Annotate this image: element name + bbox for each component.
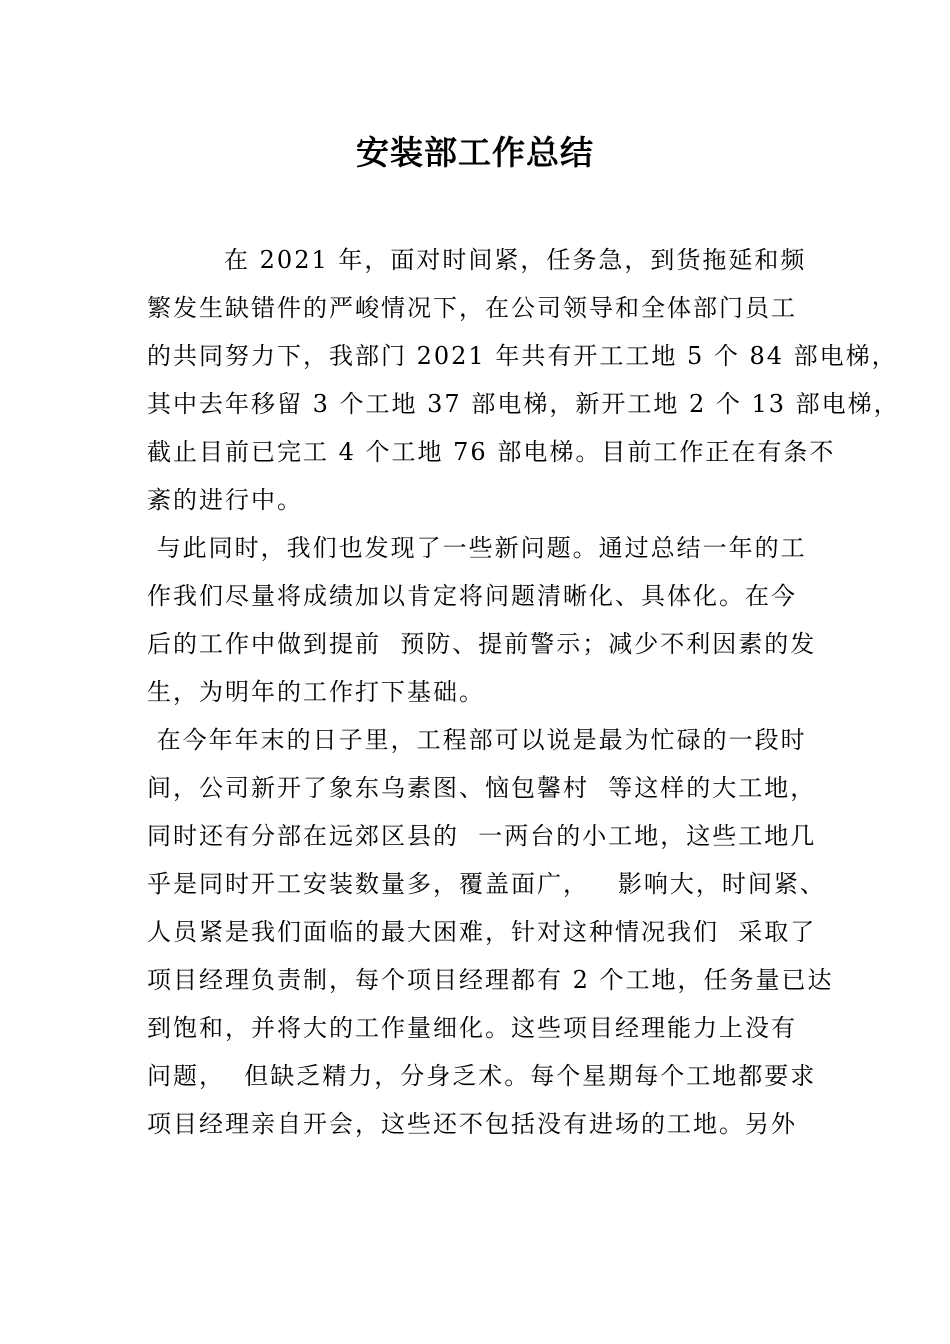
body-line: 生，为明年的工作打下基础。 [147,678,485,706]
body-line: 间，公司新开了象东乌素图、恼包馨村 等这样的大工地， [147,774,817,802]
document-body [147,236,900,1148]
body-line: 在 2021 年，面对时间紧，任务急，到货拖延和频 [147,246,807,274]
body-line: 作我们尽量将成绩加以肯定将问题清晰化、具体化。在今 [147,582,797,610]
body-line: 同时还有分部在远郊区县的 一两台的小工地，这些工地几 [147,822,817,850]
body-line: 人员紧是我们面临的最大困难，针对这种情况我们 采取了 [147,918,817,946]
body-line: 项目经理亲自开会，这些还不包括没有进场的工地。另外 [147,1110,797,1138]
body-line: 到饱和，并将大的工作量细化。这些项目经理能力上没有 [147,1014,797,1042]
document-title: 安装部工作总结 [356,133,594,172]
body-line: 项目经理负责制，每个项目经理都有 2 个工地，任务量已达 [147,966,834,994]
body-line: 乎是同时开工安装数量多，覆盖面广， 影响大，时间紧、 [147,870,826,898]
body-line: 的共同努力下，我部门 2021 年共有开工工地 5 个 84 部电梯， [147,342,898,370]
body-line: 截止目前已完工 4 个工地 76 部电梯。目前工作正在有条不 [147,438,836,466]
body-line: 问题， 但缺乏精力，分身乏术。每个星期每个工地都要求 [147,1062,817,1090]
body-line: 其中去年移留 3 个工地 37 部电梯，新开工地 2 个 13 部电梯， [147,390,900,418]
body-line: 后的工作中做到提前 预防、提前警示；减少不利因素的发 [147,630,817,658]
body-line: 在今年年末的日子里，工程部可以说是最为忙碌的一段时 [147,726,807,754]
body-line: 紊的进行中。 [147,486,303,514]
body-line: 与此同时，我们也发现了一些新问题。通过总结一年的工 [147,534,807,562]
body-line: 繁发生缺错件的严峻情况下，在公司领导和全体部门员工 [147,294,797,322]
